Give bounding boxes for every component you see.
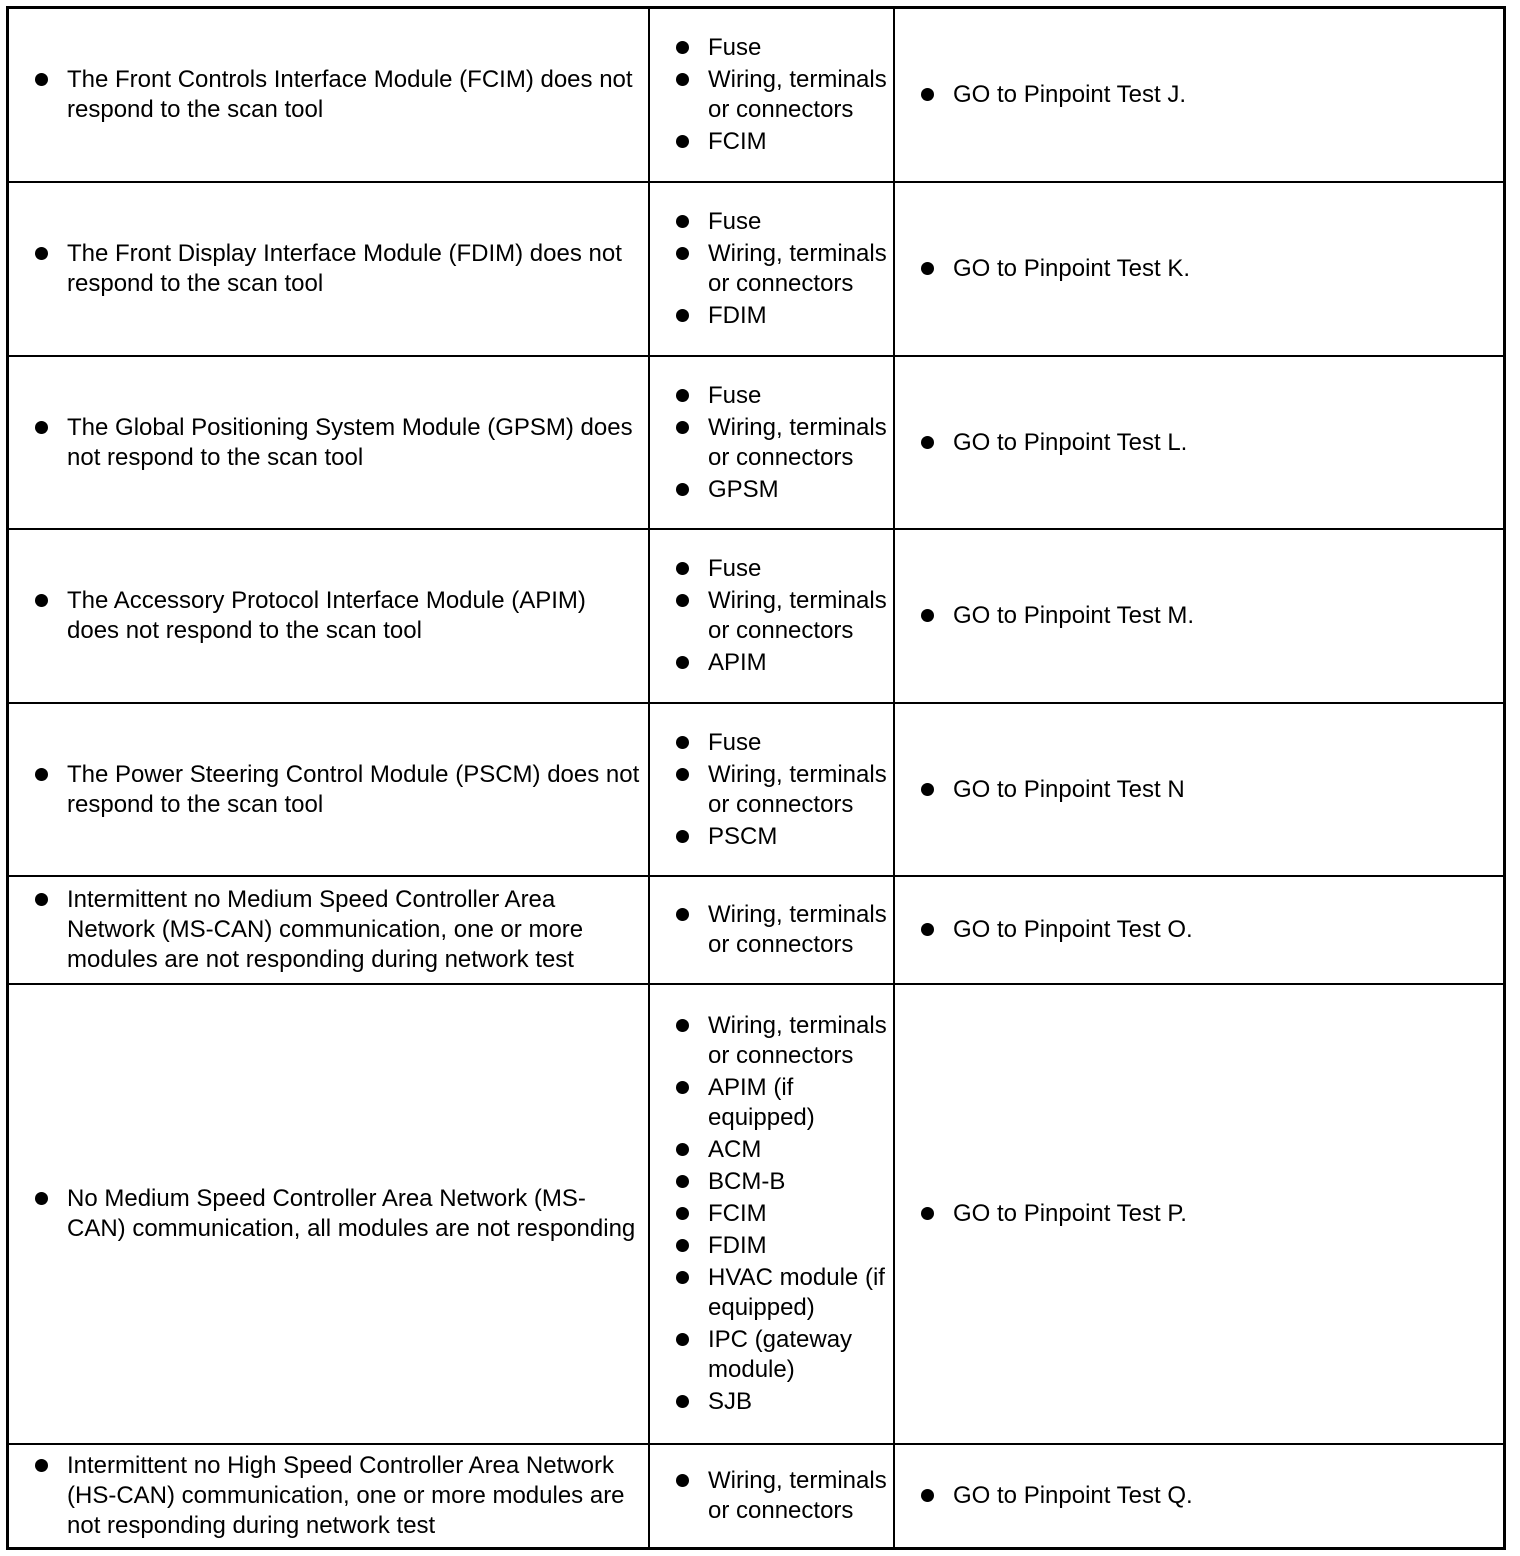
action-cell: [895, 985, 1503, 1443]
cause-item: HVAC module (if equipped): [708, 1263, 889, 1323]
symptom-cell: [9, 357, 650, 528]
action-cell: [895, 183, 1503, 355]
action-cell: [895, 9, 1503, 181]
action-cell: [895, 530, 1503, 702]
table-row: [9, 704, 1503, 877]
symptom-cell: [9, 9, 650, 181]
cause-item: BCM-B: [708, 1167, 889, 1197]
symptom-cell: [9, 985, 650, 1443]
cause-item: Wiring, terminals or connectors: [708, 413, 889, 473]
cause-item: Fuse: [708, 381, 889, 411]
cause-item: Wiring, terminals or connectors: [708, 239, 889, 299]
table-row: [9, 183, 1503, 357]
symptom-text: The Power Steering Control Module (PSCM) does not respond to the scan tool: [67, 760, 640, 818]
causes-cell: [650, 530, 895, 702]
cause-item: Wiring, terminals or connectors: [708, 65, 889, 125]
cause-item: Wiring, terminals or connectors: [708, 1466, 889, 1526]
causes-cell: [650, 877, 895, 983]
symptom-text: The Front Controls Interface Module (FCIM) does not respond to the scan tool: [67, 65, 640, 125]
cause-item: IPC (gateway module): [708, 1325, 889, 1385]
cause-item: Wiring, terminals or connectors: [708, 900, 889, 960]
diagnostic-table: [6, 6, 1506, 1550]
action-text: GO to Pinpoint Test K.: [953, 254, 1503, 284]
table-row: [9, 985, 1503, 1445]
cause-item: Fuse: [708, 207, 889, 237]
action-text: GO to Pinpoint Test J.: [953, 80, 1503, 110]
symptom-text: Intermittent no High Speed Controller Area Network (HS-CAN) communication, one or more modules are not responding during network test: [67, 1451, 640, 1541]
cause-item: APIM (if equipped): [708, 1073, 889, 1133]
symptom-cell: [9, 877, 650, 983]
action-text: GO to Pinpoint Test Q.: [953, 1481, 1503, 1511]
cause-item: Fuse: [708, 33, 889, 63]
action-cell: [895, 877, 1503, 983]
cause-item: GPSM: [708, 475, 889, 505]
symptom-cell: [9, 704, 650, 875]
cause-item: APIM: [708, 648, 889, 678]
symptom-cell: [9, 183, 650, 355]
cause-item: Wiring, terminals or connectors: [708, 760, 889, 820]
cause-item: Fuse: [708, 554, 889, 584]
action-cell: [895, 357, 1503, 528]
causes-cell: [650, 183, 895, 355]
cause-item: FDIM: [708, 1231, 889, 1261]
cause-item: SJB: [708, 1387, 889, 1417]
symptom-cell: [9, 1445, 650, 1547]
causes-cell: [650, 704, 895, 875]
table-row: [9, 877, 1503, 985]
cause-item: PSCM: [708, 822, 889, 852]
cause-item: Wiring, terminals or connectors: [708, 586, 889, 646]
cause-item: Fuse: [708, 728, 889, 758]
symptom-text: The Accessory Protocol Interface Module (APIM) does not respond to the scan tool: [67, 586, 640, 646]
cause-item: FCIM: [708, 127, 889, 157]
cause-item: FDIM: [708, 301, 889, 331]
causes-cell: [650, 9, 895, 181]
action-text: GO to Pinpoint Test P.: [953, 1199, 1503, 1229]
action-text: GO to Pinpoint Test N: [953, 775, 1503, 805]
action-cell: [895, 1445, 1503, 1547]
action-cell: [895, 704, 1503, 875]
action-text: GO to Pinpoint Test O.: [953, 915, 1503, 945]
action-text: GO to Pinpoint Test M.: [953, 601, 1503, 631]
symptom-text: The Global Positioning System Module (GPSM) does not respond to the scan tool: [67, 413, 640, 473]
cause-item: Wiring, terminals or connectors: [708, 1011, 889, 1071]
cause-item: ACM: [708, 1135, 889, 1165]
causes-cell: [650, 985, 895, 1443]
symptom-cell: [9, 530, 650, 702]
action-text: GO to Pinpoint Test L.: [953, 428, 1503, 458]
table-row: [9, 357, 1503, 530]
causes-cell: [650, 357, 895, 528]
table-row: [9, 530, 1503, 704]
table-row: [9, 1445, 1503, 1547]
causes-cell: [650, 1445, 895, 1547]
symptom-text: Intermittent no Medium Speed Controller Area Network (MS-CAN) communication, one or more modules are not responding during network test: [67, 885, 640, 975]
table-row: [9, 9, 1503, 183]
symptom-text: The Front Display Interface Module (FDIM) does not respond to the scan tool: [67, 239, 640, 299]
cause-item: FCIM: [708, 1199, 889, 1229]
symptom-text: No Medium Speed Controller Area Network (MS-CAN) communication, all modules are not responding: [67, 1184, 640, 1244]
